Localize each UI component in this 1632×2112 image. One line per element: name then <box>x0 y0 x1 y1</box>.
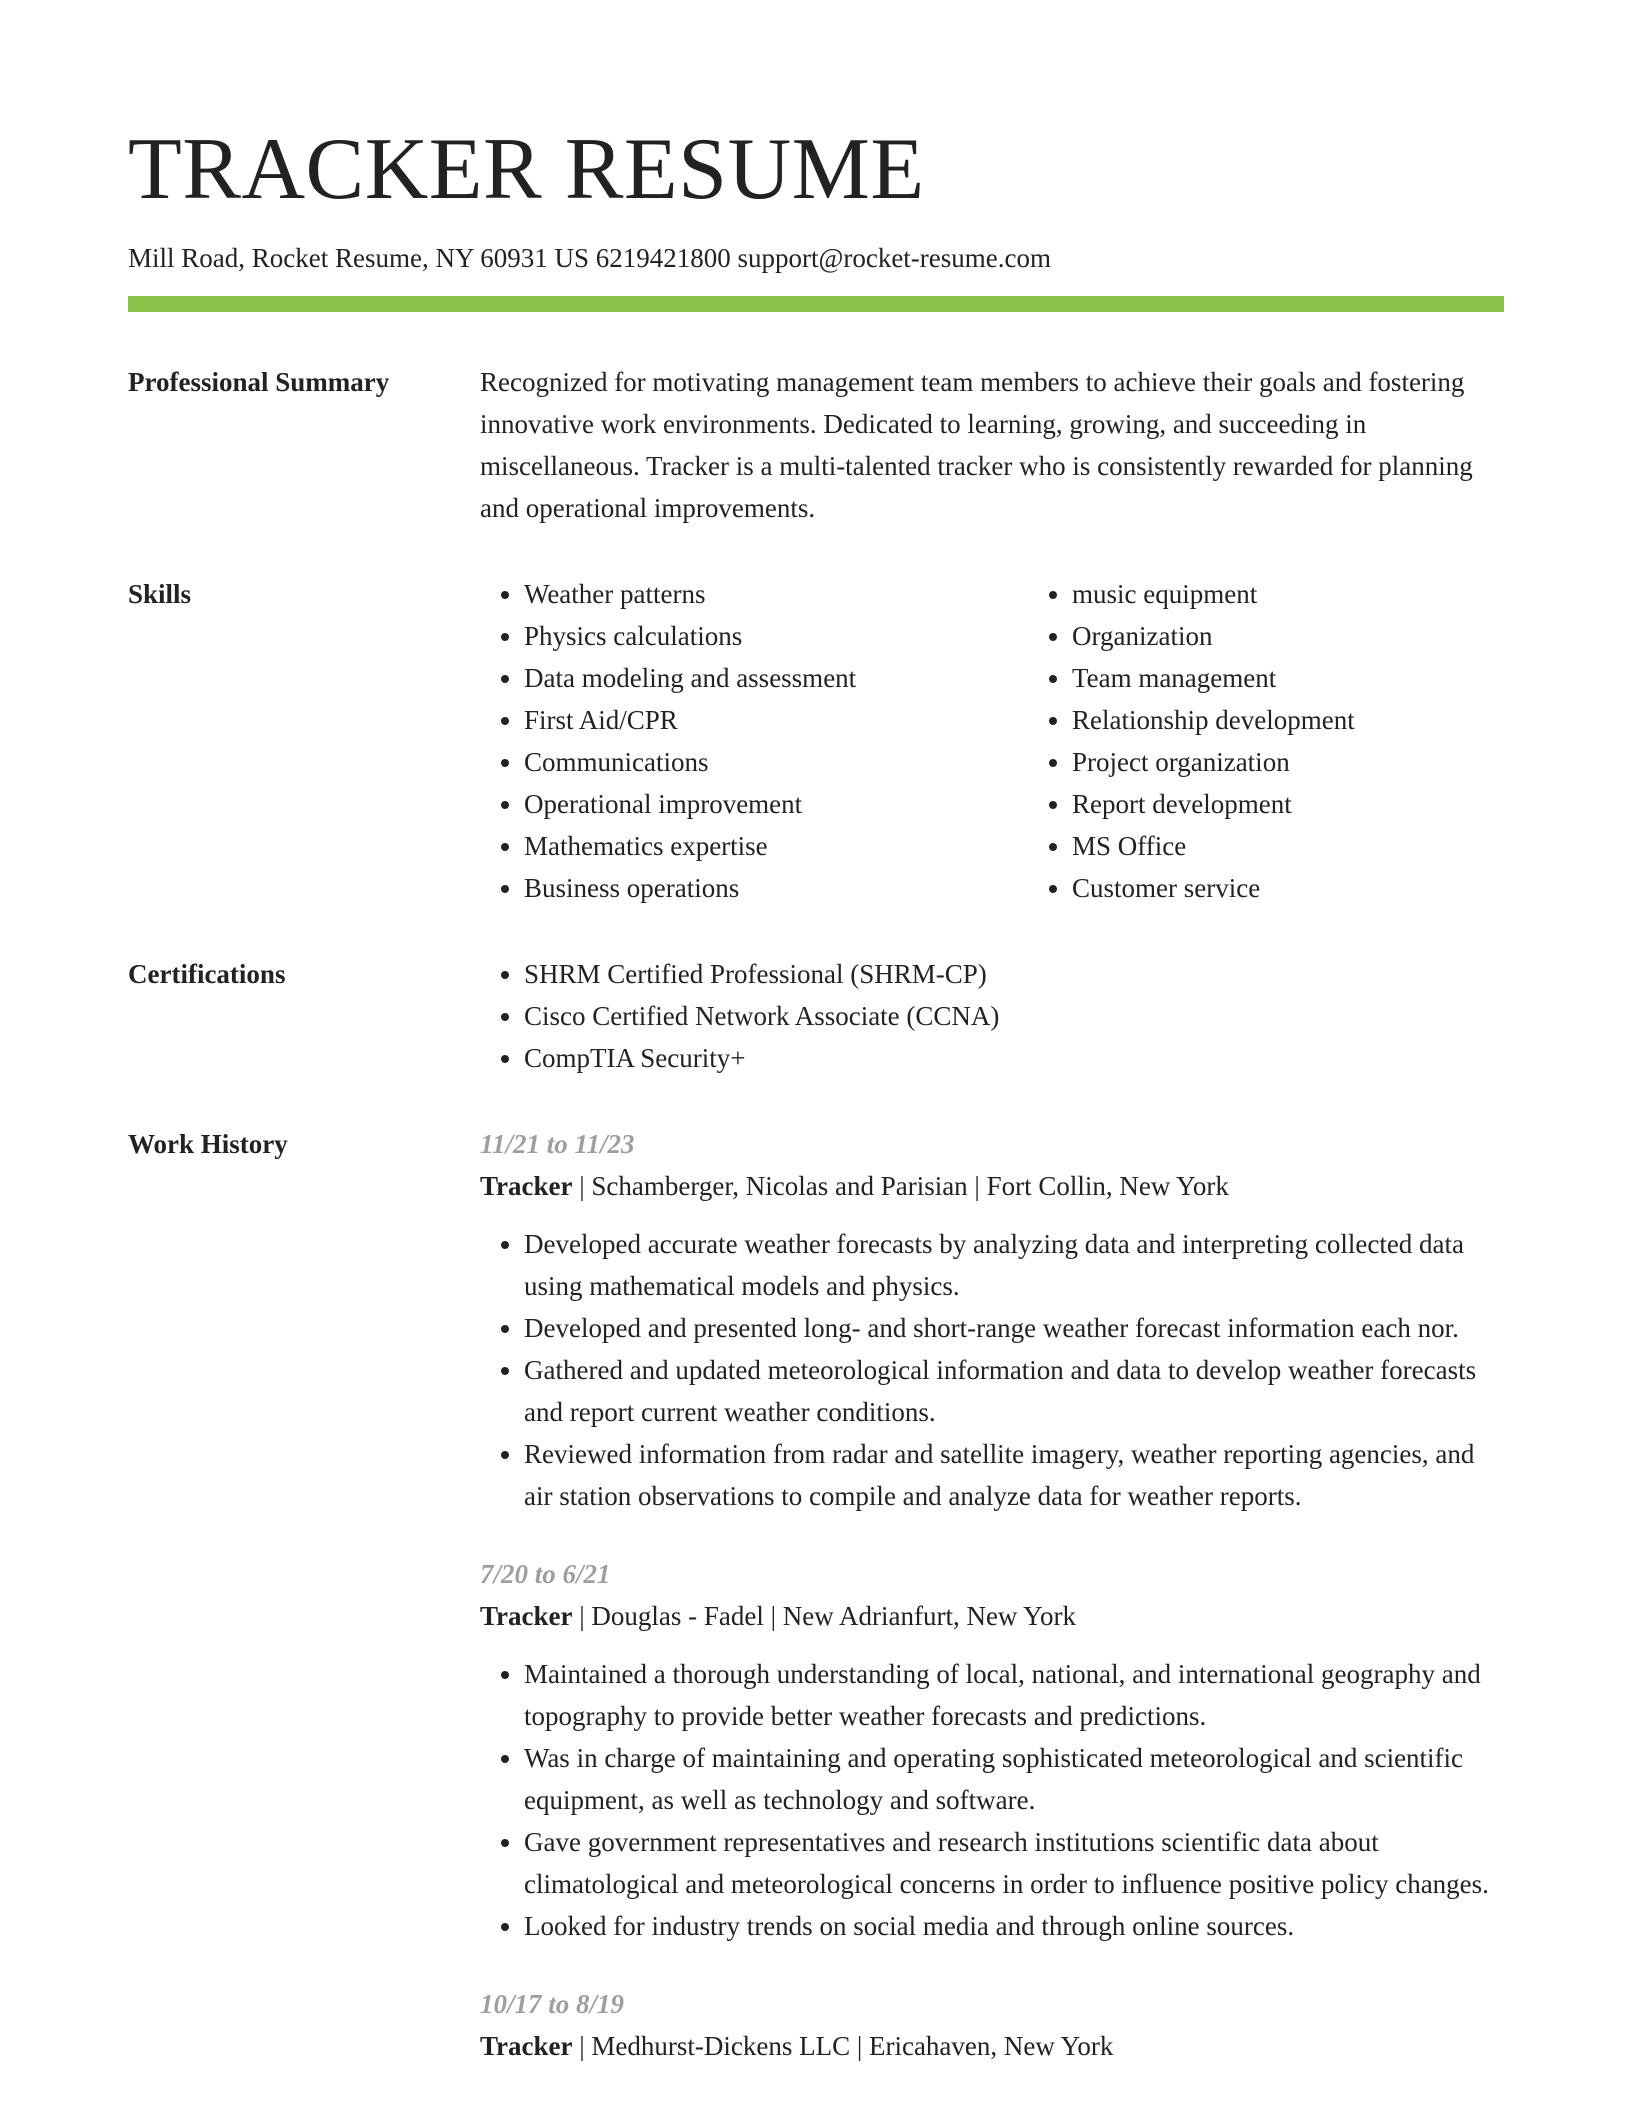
skill-item: • Data modeling and assessment <box>524 657 1028 699</box>
job-bullets <box>480 1653 1504 1947</box>
section-label-work-history: Work History <box>128 1129 288 1159</box>
resume-name: TRACKER RESUME <box>128 121 925 218</box>
skill-item: • Customer service <box>1072 867 1576 909</box>
certification-item: • Cisco Certified Network Associate (CCNA) <box>524 995 1504 1037</box>
skills-column-left <box>480 573 1028 909</box>
section-label-certifications: Certifications <box>128 959 286 989</box>
skill-item: • Project organization <box>1072 741 1576 783</box>
skills-column-right <box>1028 573 1576 909</box>
job-heading <box>480 1165 1504 1207</box>
job-bullet: • Developed accurate weather forecasts by analyzing data and interpreting collected data using mathematical models and physics. <box>524 1223 1504 1307</box>
job-title: Tracker <box>480 1171 573 1201</box>
work-history-section <box>128 1123 1504 2103</box>
skill-item: • Report development <box>1072 783 1576 825</box>
job-bullet: • Was in charge of maintaining and operating sophisticated meteorological and scientific equipment, as well as technology and software. <box>524 1737 1504 1821</box>
skill-item: • MS Office <box>1072 825 1576 867</box>
skill-item: • Weather patterns <box>524 573 1028 615</box>
work-history-body <box>480 1123 1504 2103</box>
skills-section <box>128 573 1504 909</box>
skill-item: • Communications <box>524 741 1028 783</box>
certification-item: • SHRM Certified Professional (SHRM-CP) <box>524 953 1504 995</box>
certifications-body <box>480 953 1504 1079</box>
summary-body <box>480 361 1504 529</box>
resume-page <box>128 0 1504 2103</box>
contact-line: Mill Road, Rocket Resume, NY 60931 US 6219421800 support@rocket-resume.com <box>128 243 1051 273</box>
section-label-summary: Professional Summary <box>128 367 390 397</box>
section-label-skills: Skills <box>128 579 192 609</box>
skills-grid <box>480 573 1576 909</box>
skill-item: • Team management <box>1072 657 1576 699</box>
job-bullet: • Maintained a thorough understanding of local, national, and international geography and topography to provide better weather forecasts and predictions. <box>524 1653 1504 1737</box>
skill-item: • Mathematics expertise <box>524 825 1028 867</box>
certification-item: • CompTIA Security+ <box>524 1037 1504 1079</box>
skill-item: • Organization <box>1072 615 1576 657</box>
certifications-section <box>128 953 1504 1079</box>
job-bullet: • Gathered and updated meteorological information and data to develop weather forecasts and report current weather conditions. <box>524 1349 1504 1433</box>
certifications-list <box>480 953 1504 1079</box>
job-bullet: • Developed and presented long- and short-range weather forecast information each nor. <box>524 1307 1504 1349</box>
job-title: Tracker <box>480 2031 573 2061</box>
job-employer-location: | Medhurst-Dickens LLC | Ericahaven, New York <box>572 2031 1114 2061</box>
skill-item: • music equipment <box>1072 573 1576 615</box>
job-heading <box>480 1595 1504 1637</box>
skill-item: • Business operations <box>524 867 1028 909</box>
job-entry <box>480 1123 1504 1517</box>
job-title: Tracker <box>480 1601 573 1631</box>
skill-item: • Operational improvement <box>524 783 1028 825</box>
job-employer-location: | Douglas - Fadel | New Adrianfurt, New York <box>572 1601 1076 1631</box>
job-employer-location: | Schamberger, Nicolas and Parisian | Fort Collin, New York <box>572 1171 1229 1201</box>
job-dates: 7/20 to 6/21 <box>480 1559 611 1589</box>
skill-item: • First Aid/CPR <box>524 699 1028 741</box>
accent-divider <box>128 296 1504 312</box>
summary-text: Recognized for motivating management team members to achieve their goals and fostering innovative work environments. Dedicated to learning, growing, and succeeding in miscellaneous. Tracker is a multi-talented tracker who is consistently rewarded for planning and operational improvements. <box>480 367 1473 523</box>
job-bullet: • Gave government representatives and research institutions scientific data about climatological and meteorological concerns in order to influence positive policy changes. <box>524 1821 1504 1905</box>
job-entry <box>480 1553 1504 1947</box>
summary-section <box>128 361 1504 529</box>
job-bullet: • Reviewed information from radar and satellite imagery, weather reporting agencies, and air station observations to compile and analyze data for weather reports. <box>524 1433 1504 1517</box>
job-dates: 11/21 to 11/23 <box>480 1129 635 1159</box>
skill-item: • Relationship development <box>1072 699 1576 741</box>
job-dates: 10/17 to 8/19 <box>480 1989 625 2019</box>
skill-item: • Physics calculations <box>524 615 1028 657</box>
job-entry <box>480 1983 1504 2067</box>
job-heading <box>480 2025 1504 2067</box>
job-bullets <box>480 1223 1504 1517</box>
job-bullet: • Looked for industry trends on social media and through online sources. <box>524 1905 1504 1947</box>
